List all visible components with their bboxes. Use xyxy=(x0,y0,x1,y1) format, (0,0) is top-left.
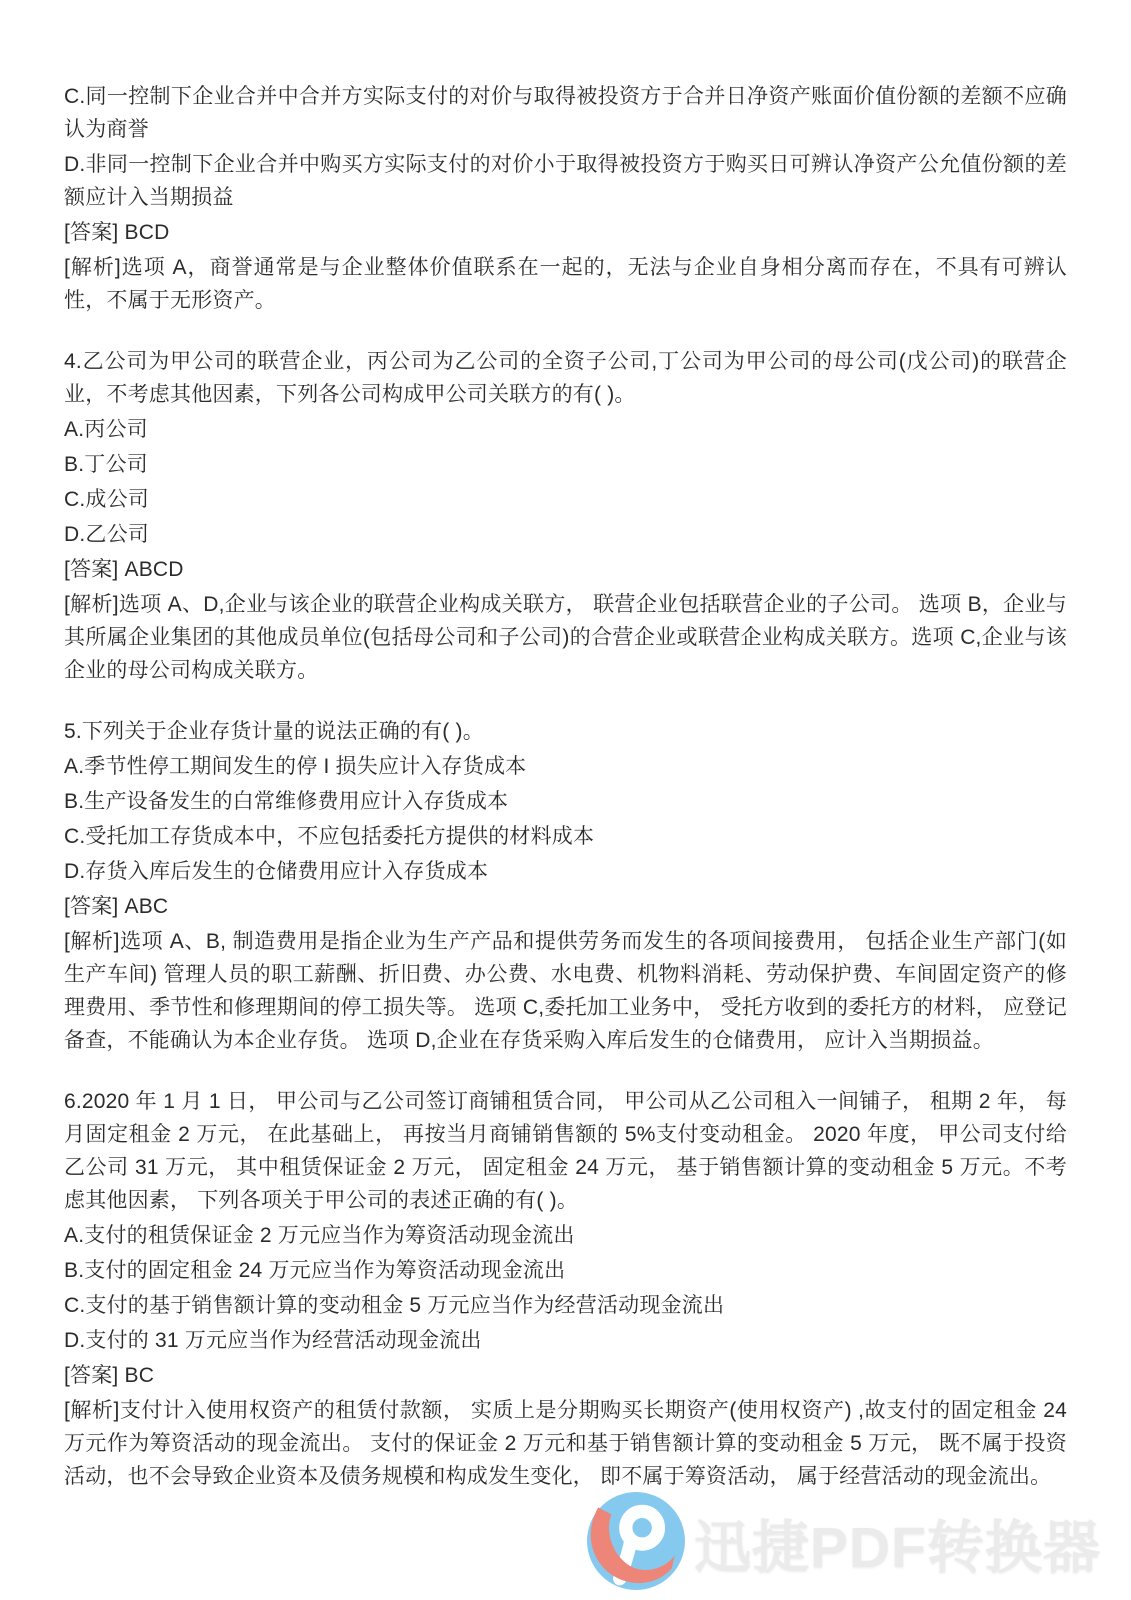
option-d: D.乙公司 xyxy=(64,523,149,546)
question-5 xyxy=(64,715,1067,1057)
question-4 xyxy=(64,345,1067,687)
option-c: C.受托加工存货成本中，不应包括委托方提供的材料成本 xyxy=(64,825,595,848)
option-b: B.生产设备发生的白常维修费用应计入存货成本 xyxy=(64,790,509,813)
question-3-continuation xyxy=(64,80,1067,317)
answer-line: [答案] BCD xyxy=(64,221,170,244)
question-stem: 6.2020 年 1 月 1 日， 甲公司与乙公司签订商铺租赁合同， 甲公司从乙公司租入一间铺子， 租期 2 年， 每月固定租金 2 万元， 在此基础上， 再按当月商铺销售额的 5%支付变动租金。 2020 年度， 甲公司支付给乙公司 31 万元， 其中租赁保证金 2 万元， 固定租金 24 万元， 基于销售额计算的变动租金 5 万元。不考虑其他因素， 下列各项关于甲公司的表述正确的有( )。 xyxy=(64,1090,1067,1212)
question-6 xyxy=(64,1085,1067,1493)
answer-line: [答案] BC xyxy=(64,1364,155,1387)
analysis-line: [解析]支付计入使用权资产的租赁付款额， 实质上是分期购买长期资产(使用权资产) ,故支付的固定租金 24 万元作为筹资活动的现金流出。 支付的保证金 2 万元和基于销售额计算的变动租金 5 万元， 既不属于投资活动，也不会导致企业资本及债务规模和构成发生变化， 即不属于筹资活动， 属于经营活动的现金流出。 xyxy=(64,1399,1067,1488)
option-a: A.丙公司 xyxy=(64,418,148,441)
answer-line: [答案] ABCD xyxy=(64,558,184,581)
pdf-converter-watermark xyxy=(0,1488,1131,1600)
analysis-line: [解析]选项 A、B, 制造费用是指企业为生产产品和提供劳务而发生的各项间接费用， 包括企业生产部门(如生产车间) 管理人员的职工薪酬、折旧费、办公费、水电费、机物料消耗、劳动保护费、车间固定资产的修理费用、季节性和修理期间的停工损失等。 选项 C,委托加工业务中， 受托方收到的委托方的材料， 应登记备查，不能确认为本企业存货。 选项 D,企业在存货采购入库后发生的仓储费用， 应计入当期损益。 xyxy=(64,930,1067,1052)
logo-ribbon xyxy=(591,1507,675,1583)
answer-line: [答案] ABC xyxy=(64,895,169,918)
logo-p-ring xyxy=(626,1511,659,1544)
xunjie-pdf-converter-logo-icon xyxy=(585,1490,687,1592)
watermark-text: 迅捷PDF转换器 xyxy=(694,1516,1101,1580)
option-d: D.非同一控制下企业合并中购买方实际支付的对价小于取得被投资方于购买日可辨认净资产公允值份额的差额应计入当期损益 xyxy=(64,153,1067,209)
option-a: A.季节性停工期间发生的停 I 损失应计入存货成本 xyxy=(64,755,527,778)
analysis-line: [解析]选项 A、D,企业与该企业的联营企业构成关联方， 联营企业包括联营企业的子公司。 选项 B，企业与其所属企业集团的其他成员单位(包括母公司和子公司)的合营企业或联营企业构成关联方。选项 C,企业与该企业的母公司构成关联方。 xyxy=(64,593,1067,682)
logo-p-stem xyxy=(620,1541,631,1579)
question-stem: 4.乙公司为甲公司的联营企业，丙公司为乙公司的全资子公司,丁公司为甲公司的母公司(戊公司)的联营企业，不考虑其他因素，下列各公司构成甲公司关联方的有( )。 xyxy=(64,350,1067,406)
option-c: C.成公司 xyxy=(64,488,149,511)
option-d: D.支付的 31 万元应当作为经营活动现金流出 xyxy=(64,1329,482,1352)
question-stem: 5.下列关于企业存货计量的说法正确的有( )。 xyxy=(64,720,484,743)
analysis-line: [解析]选项 A，商誉通常是与企业整体价值联系在一起的，无法与企业自身相分离而存在，不具有可辨认性，不属于无形资产。 xyxy=(64,256,1067,312)
logo-circle xyxy=(587,1492,685,1590)
option-c: C.同一控制下企业合并中合并方实际支付的对价与取得被投资方于合并日净资产账面价值份额的差额不应确认为商誉 xyxy=(64,85,1067,141)
option-b: B.支付的固定租金 24 万元应当作为筹资活动现金流出 xyxy=(64,1259,566,1282)
option-b: B.丁公司 xyxy=(64,453,148,476)
option-d: D.存货入库后发生的仓储费用应计入存货成本 xyxy=(64,860,489,883)
option-c: C.支付的基于销售额计算的变动租金 5 万元应当作为经营活动现金流出 xyxy=(64,1294,725,1317)
option-a: A.支付的租赁保证金 2 万元应当作为筹资活动现金流出 xyxy=(64,1224,575,1247)
